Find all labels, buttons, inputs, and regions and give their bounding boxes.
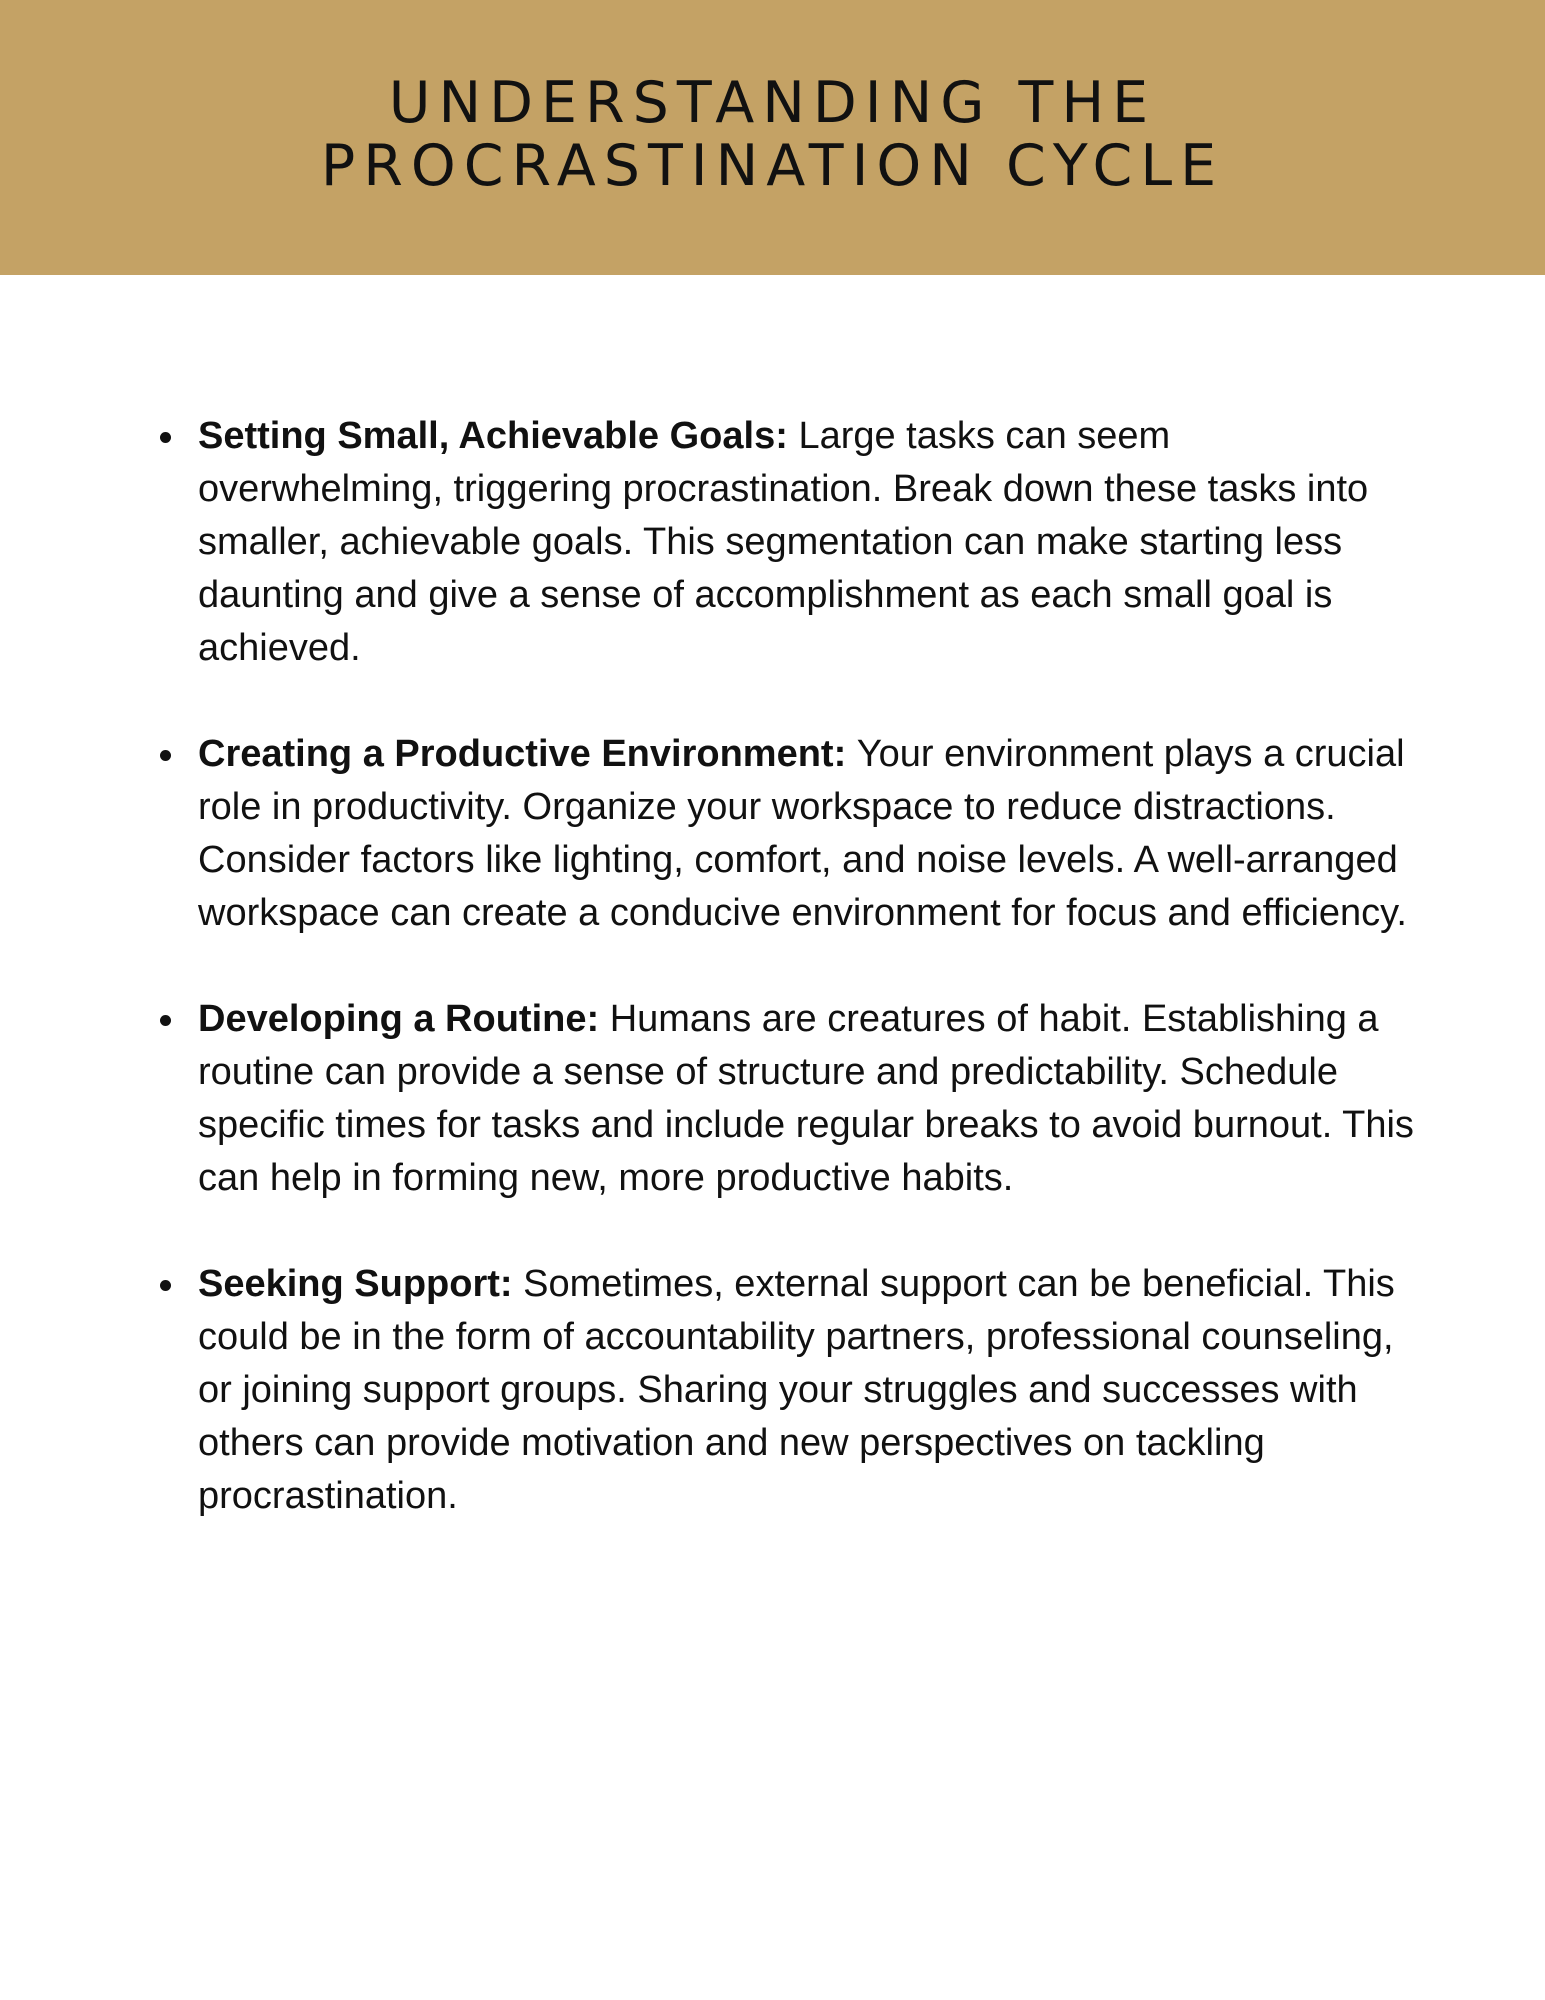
page-title (0, 72, 1545, 198)
tip-item-small-goals (198, 410, 1418, 675)
page-title-line-2: PROCRASTINATION CYCLE (320, 133, 1225, 199)
tip-title: Setting Small, Achievable Goals: (198, 415, 799, 457)
bullet-icon (160, 432, 171, 443)
tip-body: Your environment plays a crucial role in productivity. Organize your workspace to reduce distractions. Consider factors like lighting, comfort, and noise levels. A well-arranged workspace can create a conducive environment for focus and efficiency. (198, 733, 1407, 934)
tip-item-routine (198, 993, 1418, 1205)
bullet-icon (160, 1280, 171, 1291)
tip-body: Large tasks can seem overwhelming, triggering procrastination. Break down these tasks into smaller, achievable goals. This segmentation can make starting less daunting and give a sense of accomplishment as each small goal is achieved. (198, 415, 1369, 669)
tip-item-productive-environment (198, 728, 1418, 940)
bullet-icon (160, 1015, 171, 1026)
page-title-line-1: UNDERSTANDING THE (388, 70, 1157, 136)
bullet-icon (160, 750, 171, 761)
tips-list (198, 410, 1418, 1576)
tip-title: Creating a Productive Environment: (198, 733, 857, 775)
tip-item-support (198, 1258, 1418, 1523)
tip-title: Developing a Routine: (198, 998, 610, 1040)
tip-body: Sometimes, external support can be beneficial. This could be in the form of accountability partners, professional counseling, or joining support groups. Sharing your struggles and successes with others can provide motivation and new perspectives on tackling procrastination. (198, 1263, 1395, 1517)
tip-title: Seeking Support: (198, 1263, 524, 1305)
tip-body: Humans are creatures of habit. Establishing a routine can provide a sense of structure and predictability. Schedule specific times for tasks and include regular breaks to avoid burnout. This can help in forming new, more productive habits. (198, 998, 1414, 1199)
